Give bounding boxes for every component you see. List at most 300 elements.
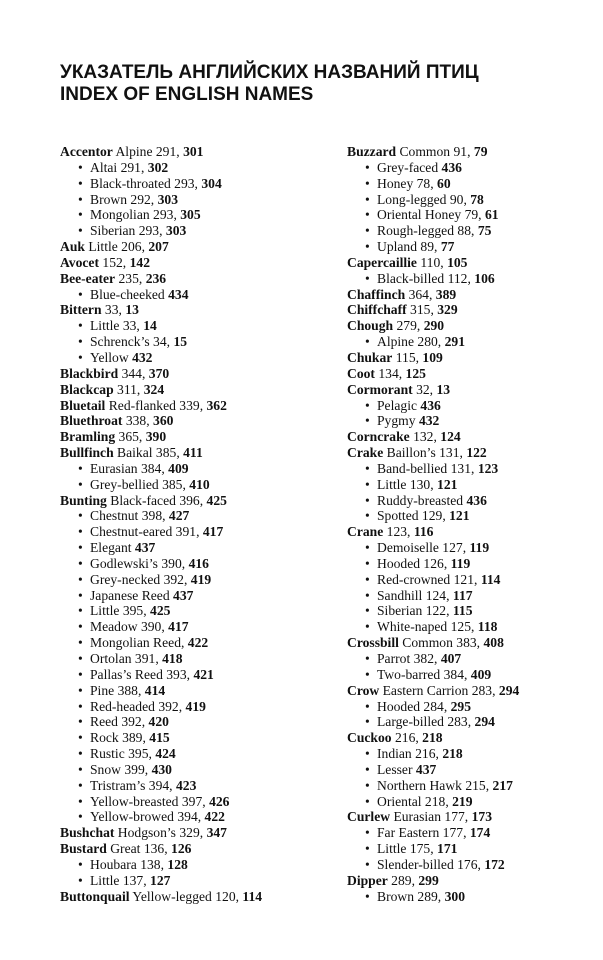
entry-headword: Buzzard	[347, 144, 397, 159]
subentry-plate-number: 14	[143, 318, 157, 334]
entry-plate-number: 218	[422, 730, 443, 746]
subentry-text: Red-crowned 121,	[377, 571, 481, 587]
index-subentry	[347, 667, 597, 683]
subentry-text: Pallas’s Reed 393,	[90, 666, 194, 682]
entry-pages: Baikal 385,	[113, 445, 184, 461]
bullet-icon: •	[78, 666, 83, 682]
subentry-plate-number: 60	[437, 175, 451, 191]
bullet-icon: •	[365, 825, 370, 841]
index-subentry	[60, 651, 342, 667]
index-entry	[60, 255, 342, 271]
bullet-icon: •	[78, 730, 83, 746]
entry-plate-number: 290	[423, 318, 445, 334]
index-subentry	[347, 334, 597, 350]
index-entry	[347, 445, 597, 461]
entry-pages: 338,	[122, 413, 154, 429]
subentry-text: Alpine 280,	[377, 334, 445, 350]
subentry-plate-number: 128	[167, 856, 188, 872]
entry-headword: Blackcap	[60, 381, 114, 397]
entry-plate-number: 389	[435, 286, 457, 302]
bullet-icon: •	[78, 746, 83, 762]
entry-plate-number: 122	[466, 445, 487, 461]
index-subentry	[347, 493, 597, 509]
entry-pages: Great 136,	[106, 841, 172, 857]
index-subentry	[60, 873, 342, 889]
index-subentry	[347, 556, 597, 572]
subentry-text: Upland 89,	[377, 239, 441, 255]
subentry-text: Reed 392,	[90, 714, 149, 730]
entry-pages: 132,	[409, 429, 441, 445]
entry-plate-number: 13	[436, 381, 451, 397]
subentry-plate-number: 219	[452, 793, 473, 809]
index-subentry	[347, 572, 597, 588]
subentry-text: Demoiselle 127,	[377, 540, 470, 556]
entry-plate-number: 294	[498, 682, 520, 698]
bullet-icon: •	[78, 761, 83, 777]
entry-headword: Bluethroat	[60, 413, 123, 429]
subentry-plate-number: 119	[450, 555, 471, 571]
entry-headword: Avocet	[60, 254, 99, 270]
subentry-text: Godlewski’s 390,	[90, 555, 189, 571]
index-entry	[60, 382, 342, 398]
index-subentry	[60, 540, 342, 556]
subentry-text: Spotted 129,	[377, 508, 450, 524]
subentry-plate-number: 422	[187, 635, 209, 651]
entry-pages: 152,	[99, 254, 130, 270]
entry-headword: Curlew	[347, 809, 391, 825]
index-entry	[60, 429, 342, 445]
entry-headword: Crossbill	[347, 635, 399, 651]
subentry-text: Little 137,	[90, 872, 151, 888]
subentry-plate-number: 407	[440, 651, 462, 666]
subentry-text: Houbara 138,	[90, 856, 168, 872]
index-subentry	[60, 714, 342, 730]
index-subentry	[347, 176, 597, 192]
subentry-plate-number: 416	[188, 555, 209, 571]
entry-plate-number: 109	[422, 349, 443, 365]
bullet-icon: •	[365, 492, 370, 508]
subentry-plate-number: 437	[415, 761, 437, 777]
index-subentry	[60, 207, 342, 223]
entry-pages: 279,	[393, 318, 424, 334]
subentry-plate-number: 417	[168, 619, 189, 635]
subentry-text: Japanese Reed	[90, 587, 174, 603]
bullet-icon: •	[365, 159, 370, 175]
index-subentry	[347, 508, 597, 524]
index-subentry	[347, 207, 597, 223]
entry-plate-number: 124	[440, 429, 461, 445]
entry-headword: Blackbird	[60, 365, 119, 381]
bullet-icon: •	[78, 159, 83, 175]
bullet-icon: •	[78, 223, 83, 239]
subentry-text: Northern Hawk 215,	[377, 777, 493, 793]
index-subentry	[347, 223, 597, 239]
index-subentry	[347, 794, 597, 810]
entry-plate-number: 299	[418, 872, 439, 888]
entry-pages: Eurasian 177,	[390, 809, 472, 825]
subentry-plate-number: 430	[151, 761, 172, 777]
subentry-text: Yellow-breasted 397,	[90, 793, 210, 809]
index-subentry	[60, 588, 342, 604]
index-subentry	[347, 778, 597, 794]
title-english: INDEX OF ENGLISH NAMES	[60, 84, 314, 105]
entry-plate-number: 425	[206, 492, 227, 508]
subentry-plate-number: 294	[474, 714, 495, 730]
subentry-text: Brown 289,	[377, 888, 445, 904]
subentry-text: Black-billed 112,	[377, 270, 475, 286]
entry-headword: Chough	[347, 318, 394, 334]
entry-headword: Bullfinch	[60, 445, 114, 461]
subentry-plate-number: 419	[190, 571, 212, 587]
bullet-icon: •	[78, 555, 83, 571]
subentry-plate-number: 172	[484, 856, 505, 872]
entry-headword: Cormorant	[347, 381, 413, 397]
subentry-text: Pelagic	[377, 397, 421, 413]
entry-headword: Capercaillie	[347, 254, 417, 270]
entry-plate-number: 105	[447, 254, 468, 270]
subentry-text: Rustic 395,	[90, 746, 156, 762]
title-russian: УКАЗАТЕЛЬ АНГЛИЙСКИХ НАЗВАНИЙ ПТИЦ	[60, 62, 479, 83]
bullet-icon: •	[78, 698, 83, 714]
index-subentry	[60, 524, 342, 540]
subentry-plate-number: 119	[469, 540, 490, 556]
entry-plate-number: 347	[206, 825, 227, 841]
entry-pages: 32,	[412, 381, 437, 397]
entry-pages: Black-faced 396,	[106, 492, 207, 508]
subentry-plate-number: 434	[168, 286, 189, 302]
index-subentry	[60, 160, 342, 176]
subentry-plate-number: 118	[477, 619, 498, 635]
bullet-icon: •	[78, 207, 83, 223]
entry-plate-number: 324	[143, 381, 165, 397]
index-subentry	[347, 239, 597, 255]
subentry-text: Elegant	[90, 540, 135, 556]
bullet-icon: •	[78, 809, 83, 825]
entry-headword: Bustard	[60, 841, 107, 857]
entry-headword: Bunting	[60, 492, 107, 508]
page-title	[60, 62, 479, 106]
entry-plate-number: 116	[413, 524, 434, 540]
subentry-text: Chestnut-eared 391,	[90, 524, 203, 540]
index-subentry	[347, 651, 597, 667]
subentry-plate-number: 15	[173, 334, 188, 350]
entry-headword: Crake	[347, 445, 384, 461]
subentry-text: Ruddy-breasted	[377, 492, 467, 508]
subentry-text: Little 130,	[377, 476, 438, 492]
entry-plate-number: 236	[145, 270, 167, 286]
bullet-icon: •	[78, 540, 83, 556]
bullet-icon: •	[365, 777, 370, 793]
bullet-icon: •	[78, 349, 83, 365]
bullet-icon: •	[365, 207, 370, 223]
entry-plate-number: 362	[206, 397, 227, 413]
subentry-plate-number: 420	[148, 714, 169, 730]
entry-headword: Chiffchaff	[347, 302, 407, 318]
index-entry	[60, 398, 342, 414]
entry-pages: 315,	[406, 302, 438, 318]
bullet-icon: •	[365, 239, 370, 255]
index-subentry	[60, 857, 342, 873]
entry-plate-number: 142	[129, 254, 150, 270]
index-subentry	[347, 271, 597, 287]
subentry-plate-number: 217	[492, 777, 513, 793]
subentry-text: Grey-faced	[377, 159, 442, 175]
bullet-icon: •	[78, 777, 83, 793]
subentry-plate-number: 419	[185, 698, 206, 714]
index-entry	[347, 255, 597, 271]
index-entry	[347, 730, 597, 746]
entry-pages: 235,	[115, 270, 146, 286]
subentry-text: Brown 292,	[90, 191, 158, 207]
bullet-icon: •	[78, 476, 83, 492]
subentry-text: Long-legged 90,	[377, 191, 471, 207]
index-subentry	[60, 746, 342, 762]
bullet-icon: •	[365, 714, 370, 730]
subentry-text: Rock 389,	[90, 730, 150, 746]
index-entry	[60, 302, 342, 318]
index-entry	[60, 841, 342, 857]
subentry-plate-number: 415	[149, 730, 170, 746]
bullet-icon: •	[365, 666, 370, 682]
subentry-text: Eurasian 384,	[90, 460, 169, 476]
bullet-icon: •	[78, 856, 83, 872]
bullet-icon: •	[365, 587, 370, 603]
entry-headword: Coot	[347, 365, 375, 381]
subentry-text: Grey-necked 392,	[90, 571, 191, 587]
bullet-icon: •	[365, 888, 370, 904]
bullet-icon: •	[78, 682, 83, 698]
subentry-plate-number: 300	[444, 888, 465, 904]
index-subentry	[60, 508, 342, 524]
index-subentry	[347, 746, 597, 762]
index-subentry	[60, 223, 342, 239]
subentry-text: Grey-bellied 385,	[90, 476, 190, 492]
entry-pages: 216,	[391, 730, 423, 746]
entry-pages: Alpine 291,	[112, 144, 184, 159]
bullet-icon: •	[365, 476, 370, 492]
subentry-text: Chestnut 398,	[90, 508, 169, 524]
index-subentry	[347, 603, 597, 619]
bullet-icon: •	[78, 460, 83, 476]
entry-pages: 134,	[374, 365, 406, 381]
index-subentry	[60, 318, 342, 334]
bullet-icon: •	[78, 714, 83, 730]
index-entry	[60, 271, 342, 287]
bullet-icon: •	[365, 223, 370, 239]
subentry-plate-number: 115	[452, 603, 473, 619]
entry-plate-number: 390	[145, 429, 167, 445]
bullet-icon: •	[78, 175, 83, 191]
entry-plate-number: 126	[171, 841, 192, 857]
bullet-icon: •	[365, 856, 370, 872]
index-entry	[347, 144, 597, 160]
index-entry	[60, 825, 342, 841]
index-entry	[347, 350, 597, 366]
subentry-plate-number: 425	[150, 603, 171, 619]
entry-headword: Accentor	[60, 144, 113, 159]
bullet-icon: •	[365, 698, 370, 714]
subentry-text: Mongolian Reed,	[90, 635, 188, 651]
subentry-plate-number: 432	[132, 349, 153, 365]
entry-pages: 365,	[115, 429, 146, 445]
entry-headword: Dipper	[347, 872, 388, 888]
subentry-text: Honey 78,	[377, 175, 438, 191]
index-subentry	[347, 192, 597, 208]
index-subentry	[347, 714, 597, 730]
subentry-text: Siberian 122,	[377, 603, 453, 619]
entry-headword: Cuckoo	[347, 730, 392, 746]
entry-pages: Little 206,	[84, 239, 149, 255]
index-entry	[347, 873, 597, 889]
subentry-text: Oriental 218,	[377, 793, 453, 809]
entry-headword: Corncrake	[347, 429, 410, 445]
subentry-plate-number: 409	[168, 460, 189, 476]
entry-pages: 123,	[383, 524, 414, 540]
index-subentry	[60, 619, 342, 635]
subentry-plate-number: 75	[477, 223, 492, 239]
entry-pages: Yellow-legged 120,	[129, 888, 243, 904]
subentry-text: Hooded 126,	[377, 555, 451, 571]
index-entry	[347, 318, 597, 334]
subentry-text: Rough-legged 88,	[377, 223, 478, 239]
bullet-icon: •	[365, 508, 370, 524]
entry-pages: Common 91,	[396, 144, 474, 159]
index-subentry	[60, 176, 342, 192]
subentry-text: Band-bellied 131,	[377, 460, 478, 476]
bullet-icon: •	[78, 651, 83, 666]
index-subentry	[60, 192, 342, 208]
subentry-text: Black-throated 293,	[90, 175, 202, 191]
index-subentry	[347, 398, 597, 414]
index-subentry	[347, 413, 597, 429]
bullet-icon: •	[365, 555, 370, 571]
entry-plate-number: 114	[242, 888, 263, 904]
entry-plate-number: 207	[148, 239, 169, 255]
subentry-plate-number: 432	[418, 413, 440, 429]
index-subentry	[60, 699, 342, 715]
subentry-plate-number: 302	[147, 159, 169, 175]
entry-headword: Bee-eater	[60, 270, 116, 286]
bullet-icon: •	[365, 603, 370, 619]
entry-pages: Common 383,	[398, 635, 484, 651]
bullet-icon: •	[365, 397, 370, 413]
bullet-icon: •	[365, 540, 370, 556]
subentry-plate-number: 77	[440, 239, 455, 255]
index-subentry	[347, 699, 597, 715]
bullet-icon: •	[78, 603, 83, 619]
bullet-icon: •	[78, 587, 83, 603]
index-subentry	[347, 857, 597, 873]
subentry-text: Two-barred 384,	[377, 666, 471, 682]
entry-plate-number: 301	[183, 144, 204, 159]
index-subentry	[60, 603, 342, 619]
index-subentry	[347, 889, 597, 905]
subentry-plate-number: 291	[444, 334, 465, 350]
subentry-text: Indian 216,	[377, 746, 443, 762]
index-subentry	[347, 588, 597, 604]
subentry-plate-number: 409	[470, 666, 492, 682]
index-subentry	[347, 160, 597, 176]
index-subentry	[347, 841, 597, 857]
entry-headword: Crane	[347, 524, 384, 540]
subentry-plate-number: 426	[209, 793, 230, 809]
index-entry	[60, 413, 342, 429]
subentry-plate-number: 436	[466, 492, 487, 508]
entry-pages: 289,	[387, 872, 419, 888]
entry-headword: Bramling	[60, 429, 116, 445]
entry-headword: Bluetail	[60, 397, 106, 413]
bullet-icon: •	[365, 334, 370, 350]
subentry-plate-number: 303	[165, 223, 187, 239]
bullet-icon: •	[78, 318, 83, 334]
subentry-plate-number: 424	[155, 746, 176, 762]
subentry-plate-number: 422	[204, 809, 225, 825]
index-entry	[347, 635, 597, 651]
index-subentry	[60, 572, 342, 588]
subentry-plate-number: 78	[470, 191, 484, 207]
entry-headword: Crow	[347, 682, 380, 698]
index-entry	[60, 889, 342, 905]
index-entry	[60, 493, 342, 509]
subentry-plate-number: 117	[452, 587, 473, 603]
index-subentry	[347, 477, 597, 493]
bullet-icon: •	[365, 270, 370, 286]
entry-plate-number: 13	[125, 302, 139, 318]
subentry-text: Tristram’s 394,	[90, 777, 176, 793]
entry-pages: 115,	[392, 349, 423, 365]
subentry-plate-number: 106	[474, 270, 495, 286]
index-subentry	[60, 730, 342, 746]
bullet-icon: •	[78, 571, 83, 587]
subentry-plate-number: 123	[477, 460, 499, 476]
subentry-text: Yellow-browed 394,	[90, 809, 205, 825]
index-entry	[347, 382, 597, 398]
subentry-plate-number: 171	[437, 841, 458, 857]
index-subentry	[60, 683, 342, 699]
bullet-icon: •	[365, 175, 370, 191]
bullet-icon: •	[78, 508, 83, 524]
entry-pages: Eastern Carrion 283,	[379, 682, 499, 698]
subentry-plate-number: 305	[180, 207, 201, 223]
subentry-text: Altai 291,	[90, 159, 148, 175]
entry-plate-number: 329	[437, 302, 458, 318]
entry-headword: Bittern	[60, 302, 102, 318]
subentry-plate-number: 121	[437, 476, 458, 492]
bullet-icon: •	[365, 191, 370, 207]
bullet-icon: •	[78, 524, 83, 540]
bullet-icon: •	[365, 619, 370, 635]
subentry-text: Oriental Honey 79,	[377, 207, 485, 223]
index-entry	[347, 524, 597, 540]
subentry-plate-number: 421	[193, 666, 214, 682]
subentry-text: Hooded 284,	[377, 698, 451, 714]
bullet-icon: •	[365, 460, 370, 476]
subentry-plate-number: 423	[175, 777, 197, 793]
bullet-icon: •	[365, 746, 370, 762]
subentry-text: Pygmy	[377, 413, 419, 429]
subentry-text: Red-headed 392,	[90, 698, 186, 714]
index-entry	[60, 366, 342, 382]
index-subentry	[60, 635, 342, 651]
entry-headword: Buttonquail	[60, 888, 130, 904]
subentry-plate-number: 61	[484, 207, 499, 223]
index-column-left	[60, 144, 342, 905]
subentry-text: Mongolian 293,	[90, 207, 181, 223]
index-entry	[347, 366, 597, 382]
subentry-text: Large-billed 283,	[377, 714, 475, 730]
subentry-plate-number: 410	[189, 476, 210, 492]
index-entry	[347, 809, 597, 825]
